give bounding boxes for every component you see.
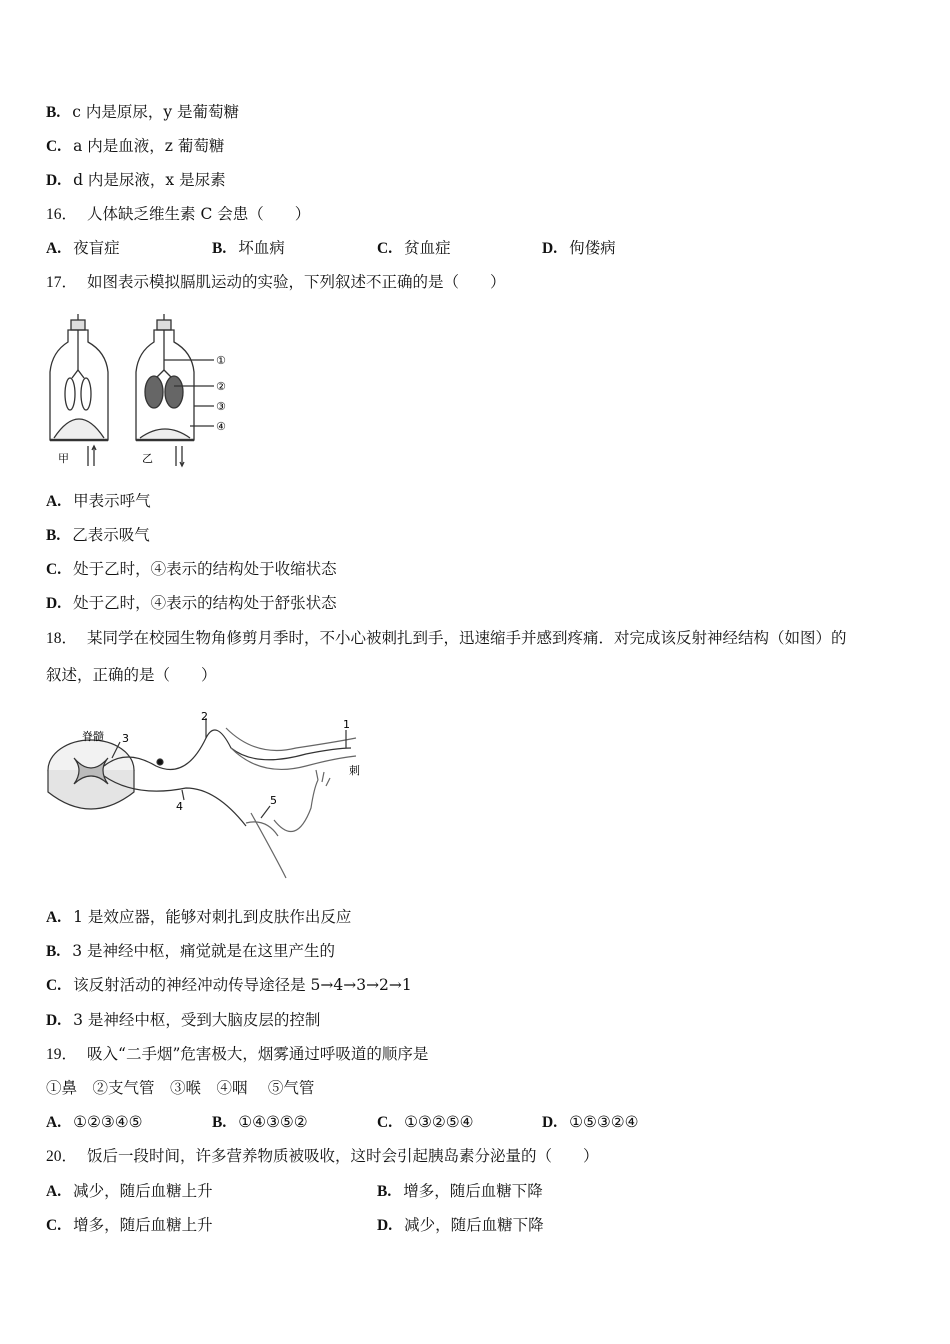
q18-stem-line2: 叙述，正确的是（ ） <box>46 666 217 684</box>
q19-stem: 19． 吸入“二手烟”危害极大，烟雾通过呼吸道的顺序是 <box>46 1045 429 1063</box>
q18-option-b: B. 3 是神经中枢，痛觉就是在这里产生的 <box>46 942 336 960</box>
label-thorn: 刺 <box>349 764 360 777</box>
q17-option-d: D. 处于乙时，④表示的结构处于舒张状态 <box>46 594 337 612</box>
label-spinal-cord: 脊髓 <box>82 730 104 743</box>
q16-option-a: A. 夜盲症 <box>46 239 120 257</box>
q19-option-a: A. ①②③④⑤ <box>46 1113 143 1131</box>
label-part-1: ① <box>216 354 226 367</box>
q19-items: ①鼻 ②支气管 ③喉 ④咽 ⑤气管 <box>46 1079 315 1097</box>
q20-option-b: B. 增多，随后血糖下降 <box>377 1182 543 1200</box>
q17-option-b: B. 乙表示吸气 <box>46 526 150 544</box>
label-yi: 乙 <box>142 452 153 465</box>
q17-figure <box>46 312 246 472</box>
q18-stem-line1: 18． 某同学在校园生物角修剪月季时，不小心被刺扎到手，迅速缩手并感到疼痛．对完成该反射神经结构（如图）的 <box>46 629 847 647</box>
q17-option-c: C. 处于乙时，④表示的结构处于收缩状态 <box>46 560 337 578</box>
q17-option-a: A. 甲表示呼气 <box>46 492 151 510</box>
label-jia: 甲 <box>58 452 69 465</box>
q18-option-c: C. 该反射活动的神经冲动传导途径是 5→4→3→2→1 <box>46 976 412 994</box>
q20-option-c: C. 增多，随后血糖上升 <box>46 1216 213 1234</box>
q18-figure <box>46 708 376 883</box>
label-part-4: ④ <box>216 420 226 433</box>
label-3: 3 <box>122 732 129 745</box>
q16-stem: 16． 人体缺乏维生素 C 会患（ ） <box>46 205 311 223</box>
q18-option-d: D. 3 是神经中枢，受到大脑皮层的控制 <box>46 1011 321 1029</box>
jar-yi <box>136 314 214 466</box>
q15-option-b: B. c 内是原尿，y 是葡萄糖 <box>46 103 240 121</box>
q20-option-a: A. 减少，随后血糖上升 <box>46 1182 213 1200</box>
q20-option-d: D. 减少，随后血糖下降 <box>377 1216 544 1234</box>
label-5: 5 <box>270 794 277 807</box>
label-4: 4 <box>176 800 183 813</box>
label-2: 2 <box>201 710 208 723</box>
label-part-2: ② <box>216 380 226 393</box>
q16-option-d: D. 佝偻病 <box>542 239 616 257</box>
q15-option-d: D. d 内是尿液，x 是尿素 <box>46 171 226 189</box>
jar-jia <box>50 314 108 466</box>
q19-option-d: D. ①⑤③②④ <box>542 1113 639 1131</box>
q17-stem: 17． 如图表示模拟膈肌运动的实验，下列叙述不正确的是（ ） <box>46 273 506 291</box>
q15-option-c: C. a 内是血液，z 葡萄糖 <box>46 137 225 155</box>
label-1: 1 <box>343 718 350 731</box>
q18-option-a: A. 1 是效应器，能够对刺扎到皮肤作出反应 <box>46 908 352 926</box>
q16-option-c: C. 贫血症 <box>377 239 451 257</box>
q16-option-b: B. 坏血病 <box>212 239 285 257</box>
q20-stem: 20． 饭后一段时间，许多营养物质被吸收，这时会引起胰岛素分泌量的（ ） <box>46 1147 599 1165</box>
label-part-3: ③ <box>216 400 226 413</box>
q19-option-c: C. ①③②⑤④ <box>377 1113 474 1131</box>
q19-option-b: B. ①④③⑤② <box>212 1113 308 1131</box>
